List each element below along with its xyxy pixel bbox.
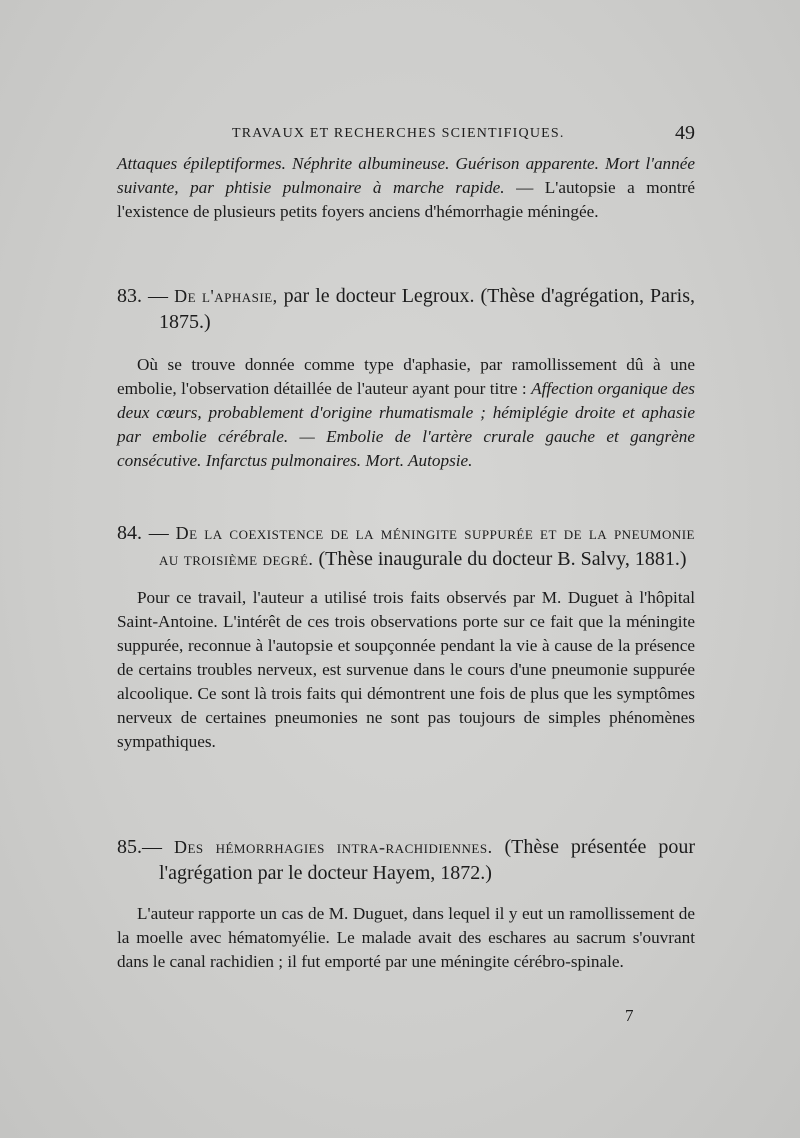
entry-85-text: L'auteur rapporte un cas de M. Duguet, dans lequel il y eut un ramollissement de la moelle avec hématomyélie. Le malade avait des eschares au sacrum s'ouvrant dans le canal rachidien ; il fut emporté par une méningite cérébro-spinale. (117, 904, 695, 971)
page-header (117, 122, 695, 146)
entry-83-title (117, 283, 695, 335)
entry-83 (117, 283, 695, 473)
entry-84-title-rest: (Thèse inaugurale du docteur B. Salvy, 1881.) (313, 548, 687, 570)
signature-mark: 7 (625, 1006, 634, 1025)
entry-83-text-italic: Affection organique des deux cœurs, probablement d'origine rhumatismale ; hémiplégie droite et aphasie par embolie cérébrale. — Embolie de l'artère crurale gauche et gangrène consécutive. Infarctus pulmonaires. Mort. Autopsie. (117, 379, 695, 470)
entry-83-title-rest: par le docteur Legroux. (Thèse d'agrégation, Paris, 1875.) (159, 285, 695, 333)
entry-84-title-sc: De la coexistence de la méningite suppurée et de la pneumonie au troisième degré. (159, 523, 696, 569)
entry-83-title-sc: De l'aphasie, (174, 286, 278, 306)
entry-83-number: 83. (117, 285, 142, 307)
entry-84-dash: — (142, 522, 176, 544)
entry-83-text-a: Où se trouve donnée comme type d'aphasie, par ramollissement dû à une embolie, l'observation détaillée de l'auteur ayant pour titre : (117, 355, 695, 398)
entry-85-title (117, 834, 695, 886)
entry-83-text (117, 353, 695, 473)
intro-rest: — L'autopsie a montré l'existence de plusieurs petits foyers anciens d'hémorrhagie méningée. (117, 178, 695, 221)
entry-84-text: Pour ce travail, l'auteur a utilisé trois faits observés par M. Duguet à l'hôpital Saint-Antoine. L'intérêt de ces trois observations porte sur ce fait que la méningite suppurée, reconnue à l'autopsie et soupçonnée pendant la vie à cause de la présence de certains troubles nerveux, est survenue dans le cours d'une pneumonie suppurée alcoolique. Ce sont là trois faits qui démontrent une fois de plus que les symptômes nerveux de certaines pneumonies ne sont pas toujours de simples phénomènes sympathiques. (117, 588, 695, 751)
running-head: TRAVAUX ET RECHERCHES SCIENTIFIQUES. (232, 126, 565, 141)
intro-italic: Attaques épileptiformes. Néphrite albumineuse. Guérison apparente. Mort l'année suivante, par phtisie pulmonaire à marche rapide. (117, 154, 695, 197)
entry-85-dash: — (142, 836, 174, 858)
entry-84-title (117, 520, 695, 572)
entry-85-title-rest: (Thèse présentée pour l'agrégation par le docteur Hayem, 1872.) (159, 836, 696, 884)
entry-85-number: 85. (117, 836, 142, 858)
page-number: 49 (675, 122, 695, 144)
entry-85 (117, 834, 695, 974)
entry-84 (117, 520, 695, 754)
entry-85-title-sc: Des hémorrhagies intra-rachidiennes. (173, 837, 493, 857)
entry-83-dash: — (142, 285, 175, 307)
entry-84-number: 84. (117, 522, 142, 544)
intro-paragraph (117, 152, 695, 224)
